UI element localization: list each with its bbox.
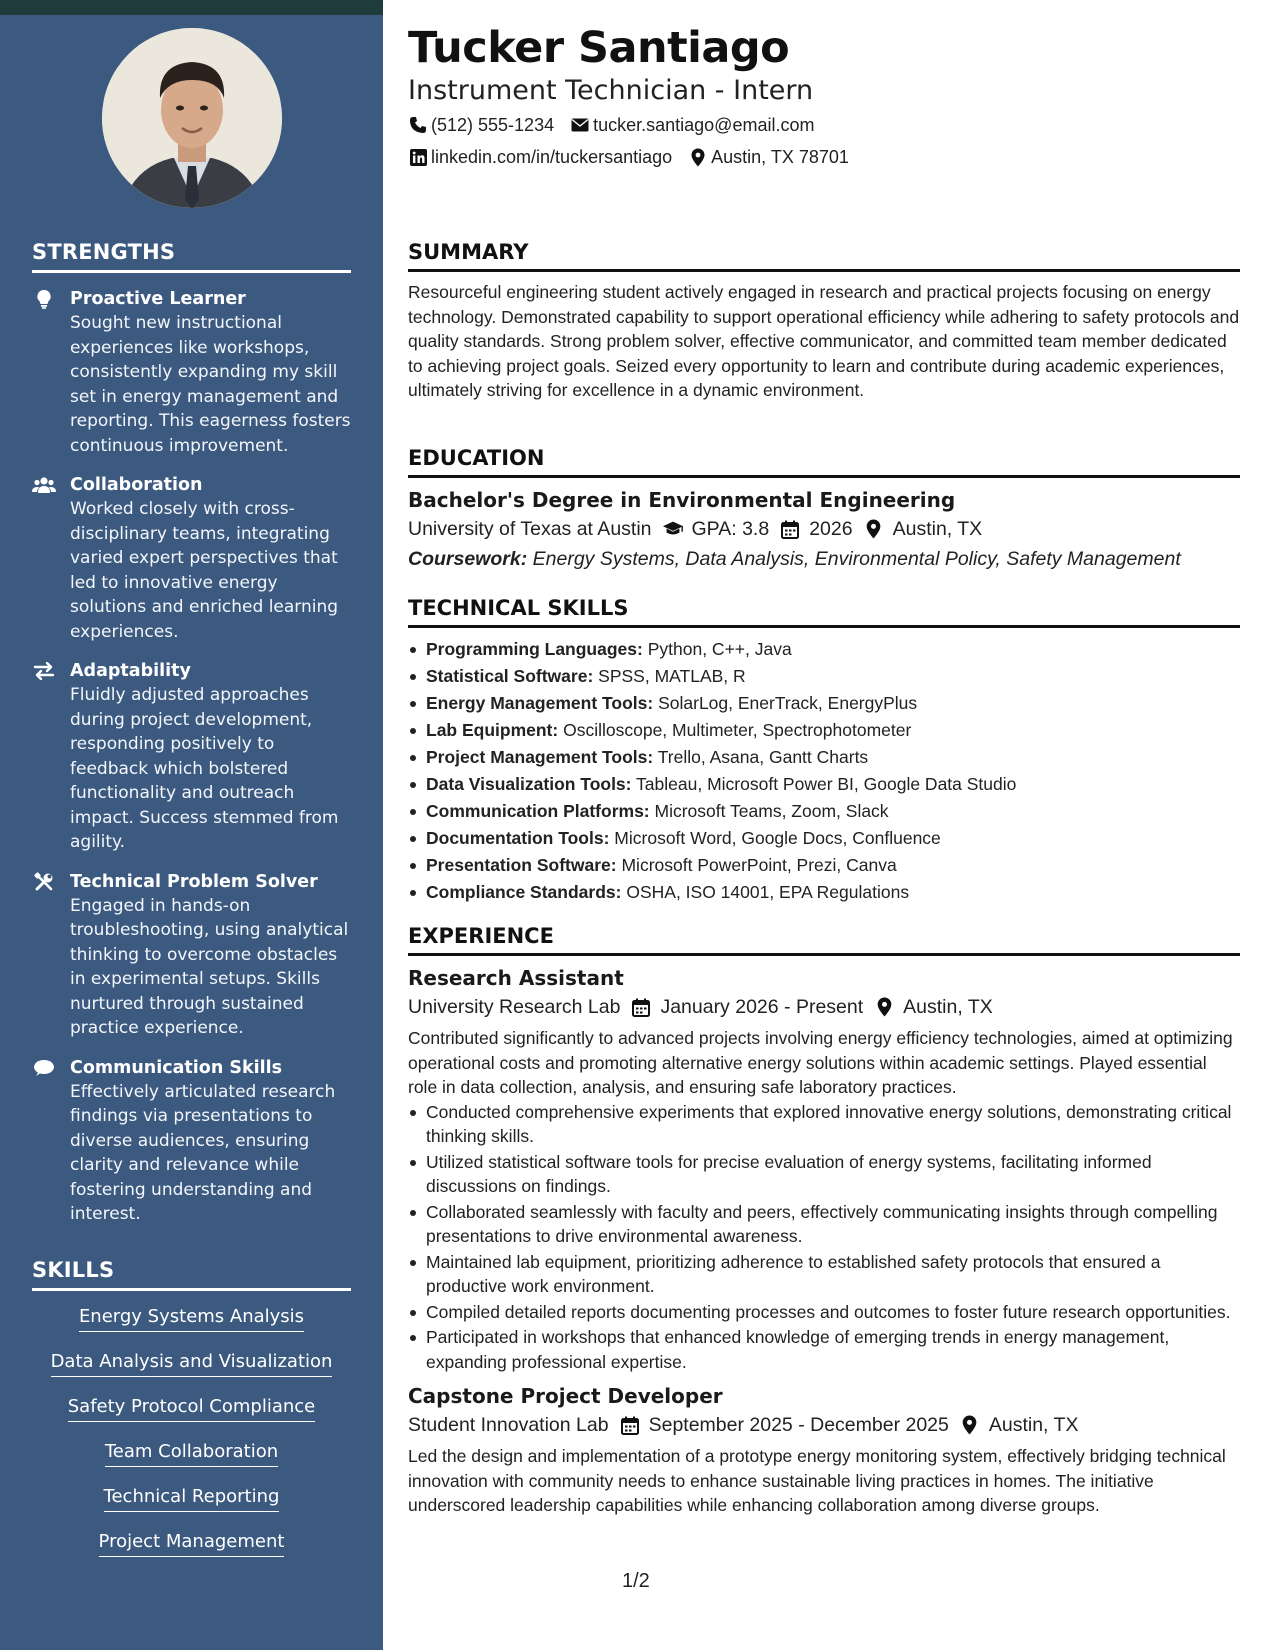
page-number: 1/2 <box>622 1570 650 1592</box>
education-meta <box>408 514 1240 544</box>
skill-item: Technical Reporting <box>104 1485 280 1512</box>
map-pin-icon <box>959 1414 981 1436</box>
skill-category: Programming Languages: <box>426 639 643 659</box>
job-bullet: Compiled detailed reports documenting processes and outcomes to foster future research opportunities. <box>408 1300 1240 1325</box>
job-title: Capstone Project Developer <box>408 1384 723 1408</box>
job-meta <box>408 992 1240 1022</box>
job-dates: September 2025 - December 2025 <box>648 1414 949 1436</box>
job-bullet: Collaborated seamlessly with faculty and peers, effectively communicating insights through compelling presentations to drive environmental awareness. <box>408 1200 1240 1249</box>
skill-category: Presentation Software: <box>426 855 617 875</box>
map-pin-icon <box>873 996 895 1018</box>
skill-item: Project Management <box>99 1530 285 1557</box>
technical-skill-item <box>408 825 1240 852</box>
strength-description: Effectively articulated research findings via presentations to diverse audiences, ensuring clarity and relevance while fostering understanding and interest. <box>70 1081 336 1224</box>
location-contact <box>688 145 849 169</box>
technical-skill-item <box>408 663 1240 690</box>
job-dates: January 2026 - Present <box>660 996 864 1018</box>
skill-category: Statistical Software: <box>426 666 594 686</box>
strengths-section <box>32 240 351 1242</box>
experience-heading: EXPERIENCE <box>408 924 1240 956</box>
technical-skill-item <box>408 636 1240 663</box>
contact-row-1 <box>408 113 830 137</box>
calendar-icon <box>619 1414 641 1436</box>
technical-skill-item <box>408 690 1240 717</box>
job-location: Austin, TX <box>903 996 993 1018</box>
technical-skill-item <box>408 771 1240 798</box>
skill-item: Safety Protocol Compliance <box>68 1395 316 1422</box>
strength-title: Proactive Learner <box>70 289 246 309</box>
job-title: Research Assistant <box>408 966 624 990</box>
phone-contact[interactable] <box>408 113 554 137</box>
location-text: Austin, TX 78701 <box>711 147 849 167</box>
contact-row-2 <box>408 145 865 169</box>
skill-values: Python, C++, Java <box>647 639 792 659</box>
chat-bubble-icon <box>32 1057 56 1079</box>
phone-icon <box>408 115 428 135</box>
skill-values: Microsoft Word, Google Docs, Confluence <box>614 828 941 848</box>
exchange-arrows-icon <box>32 660 56 682</box>
technical-skills-heading: TECHNICAL SKILLS <box>408 596 1240 628</box>
job-bullets <box>408 1100 1240 1375</box>
summary-section <box>408 240 1240 403</box>
linkedin-contact[interactable] <box>408 145 672 169</box>
strength-description: Worked closely with cross-disciplinary teams, integrating varied expert perspectives that led to innovative energy solutions and enriched learning experiences. <box>70 499 339 642</box>
strength-title: Collaboration <box>70 475 203 495</box>
experience-section <box>408 924 1240 1518</box>
gpa-text: GPA: 3.8 <box>691 518 770 540</box>
coursework <box>408 544 1240 574</box>
skill-category: Energy Management Tools: <box>426 693 654 713</box>
education-heading: EDUCATION <box>408 446 1240 478</box>
calendar-icon <box>630 996 652 1018</box>
skills-list <box>32 1305 351 1575</box>
job-location: Austin, TX <box>988 1414 1079 1436</box>
job-bullet: Conducted comprehensive experiments that explored innovative energy solutions, demonstrating critical thinking skills. <box>408 1100 1240 1149</box>
map-pin-icon <box>863 518 885 540</box>
skill-item: Team Collaboration <box>105 1440 278 1467</box>
education-section <box>408 446 1240 574</box>
job-entry <box>408 964 1240 1374</box>
technical-skills-list <box>408 636 1240 906</box>
strength-item <box>32 287 351 458</box>
summary-heading: SUMMARY <box>408 240 1240 272</box>
strength-description: Sought new instructional experiences like workshops, consistently expanding my skill set in energy management and reporting. This eagerness fosters continuous improvement. <box>70 313 351 456</box>
linkedin-icon <box>408 147 428 167</box>
technical-skill-item <box>408 717 1240 744</box>
skill-values: Oscilloscope, Multimeter, Spectrophotometer <box>563 720 912 740</box>
map-pin-icon <box>688 147 708 167</box>
job-bullet: Participated in workshops that enhanced knowledge of emerging trends in energy management, expanding professional expertise. <box>408 1325 1240 1374</box>
email-text: tucker.santiago@email.com <box>593 115 815 135</box>
candidate-name: Tucker Santiago <box>408 23 790 73</box>
coursework-label: Coursework: <box>408 548 528 570</box>
job-entry <box>408 1382 1240 1518</box>
strength-title: Adaptability <box>70 661 191 681</box>
coursework-list: Energy Systems, Data Analysis, Environmental Policy, Safety Management <box>532 548 1181 570</box>
linkedin-text: linkedin.com/in/tuckersantiago <box>431 147 673 167</box>
strength-title: Communication Skills <box>70 1057 283 1078</box>
technical-skill-item <box>408 744 1240 771</box>
skill-item: Energy Systems Analysis <box>79 1305 304 1332</box>
skill-category: Documentation Tools: <box>426 828 610 848</box>
skill-item: Data Analysis and Visualization <box>51 1350 333 1377</box>
strength-title: Technical Problem Solver <box>70 871 318 892</box>
job-org: Student Innovation Lab <box>408 1414 609 1436</box>
lightbulb-icon <box>32 288 56 310</box>
strength-item <box>32 870 351 1041</box>
skill-category: Lab Equipment: <box>426 720 559 740</box>
skill-category: Compliance Standards: <box>426 882 622 902</box>
graduation-year: 2026 <box>809 518 853 540</box>
calendar-icon <box>779 518 801 540</box>
job-org: University Research Lab <box>408 996 621 1018</box>
strength-item <box>32 659 351 855</box>
tools-icon <box>32 871 56 893</box>
education-location: Austin, TX <box>892 518 983 540</box>
skill-category: Communication Platforms: <box>426 801 650 821</box>
email-contact[interactable] <box>570 113 814 137</box>
skill-category: Data Visualization Tools: <box>426 774 632 794</box>
skill-values: SPSS, MATLAB, R <box>598 666 746 686</box>
strength-description: Engaged in hands-on troubleshooting, using analytical thinking to overcome obstacles in experimental setups. Skills nurtured through sustained practice experience. <box>70 895 349 1038</box>
skills-heading: SKILLS <box>32 1258 351 1291</box>
skill-values: Microsoft Teams, Zoom, Slack <box>654 801 889 821</box>
technical-skills-section <box>408 596 1240 906</box>
school-name: University of Texas at Austin <box>408 518 652 540</box>
skills-section <box>32 1258 351 1575</box>
strength-item <box>32 1056 351 1227</box>
job-description: Contributed significantly to advanced projects involving energy efficiency technologies, aimed at optimizing operational costs and promoting alternative energy solutions within academic settings. Played essential role in data collection, analysis, and ensuring safe laboratory practices. <box>408 1028 1233 1097</box>
skill-values: Tableau, Microsoft Power BI, Google Data Studio <box>636 774 1017 794</box>
graduation-cap-icon <box>662 518 684 540</box>
skill-category: Project Management Tools: <box>426 747 654 767</box>
phone-text: (512) 555-1234 <box>431 115 555 135</box>
technical-skill-item <box>408 852 1240 879</box>
users-icon <box>32 474 56 496</box>
skill-values: OSHA, ISO 14001, EPA Regulations <box>626 882 910 902</box>
candidate-title: Instrument Technician - Intern <box>408 75 814 106</box>
technical-skill-item <box>408 798 1240 825</box>
job-description: Led the design and implementation of a prototype energy monitoring system, effectively bridging technical innovation with community needs to enhance sustainable living practices in homes. The initiative underscored leadership capabilities while enhancing collaboration among diverse groups. <box>408 1446 1226 1515</box>
strengths-heading: STRENGTHS <box>32 240 351 273</box>
envelope-icon <box>570 115 590 135</box>
job-bullet: Maintained lab equipment, prioritizing adherence to established safety protocols that ensured a productive work environment. <box>408 1250 1240 1299</box>
sidebar-top-bar <box>0 0 383 15</box>
strength-item <box>32 473 351 644</box>
profile-photo <box>102 28 282 208</box>
technical-skill-item <box>408 879 1240 906</box>
strength-description: Fluidly adjusted approaches during project development, responding positively to feedback which bolstered functionality and outreach impact. Success stemmed from agility. <box>70 685 339 852</box>
skill-values: SolarLog, EnerTrack, EnergyPlus <box>658 693 918 713</box>
skill-values: Trello, Asana, Gantt Charts <box>657 747 869 767</box>
sidebar <box>0 0 383 1650</box>
degree-title: Bachelor's Degree in Environmental Engineering <box>408 488 956 512</box>
job-bullet: Utilized statistical software tools for precise evaluation of energy systems, facilitating informed discussions on findings. <box>408 1150 1240 1199</box>
skill-values: Microsoft PowerPoint, Prezi, Canva <box>621 855 897 875</box>
summary-text: Resourceful engineering student actively engaged in research and practical projects focusing on energy technology. Demonstrated capability to support operational efficiency while adhering to safety protocols and quality standards. Strong problem solver, effective communicator, and committed team member dedicated to achieving project goals. Seized every opportunity to learn and contribute during academic experiences, ultimately striving for excellence in a dynamic environment. <box>408 282 1240 400</box>
job-meta <box>408 1410 1240 1440</box>
